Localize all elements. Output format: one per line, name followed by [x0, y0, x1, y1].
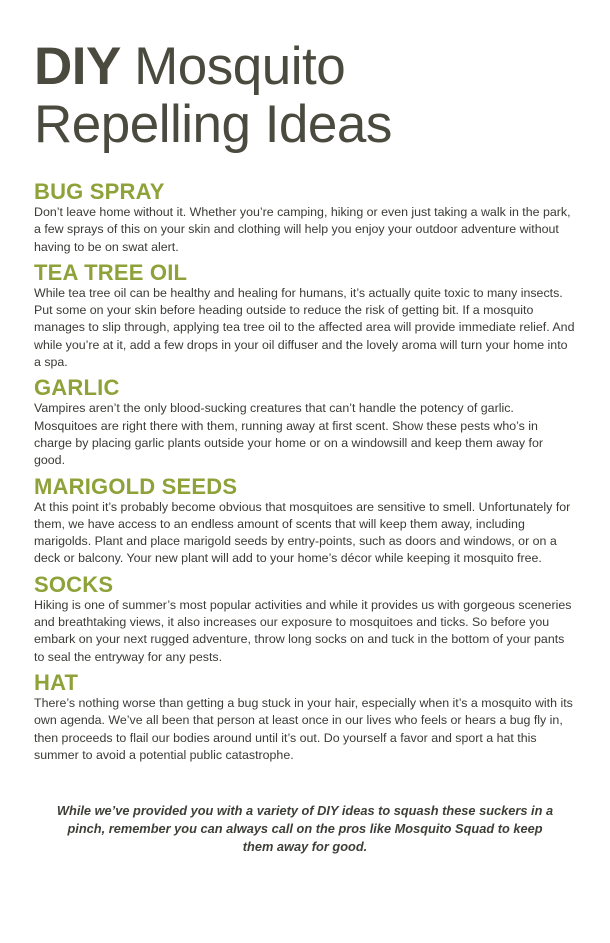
- section-body: Hiking is one of summer’s most popular activities and while it provides us with gorgeous sceneries and breathtaking views, it also increases our exposure to mosquitoes and ticks. So before you embark on your next rugged adventure, throw long socks on and tuck in the bottom of your pants to seal the entryway for any pests.: [34, 597, 572, 664]
- section-heading: HAT: [34, 669, 79, 695]
- section-heading: SOCKS: [34, 571, 114, 597]
- section-heading: MARIGOLD SEEDS: [34, 473, 238, 499]
- section-heading: TEA TREE OIL: [34, 259, 188, 285]
- section-heading: BUG SPRAY: [34, 179, 165, 204]
- section-body: Vampires aren’t the only blood-sucking creatures that can’t handle the potency of garlic. Mosquitoes are right there with them, running away at first scent. Show these pests who’s in charge by placing garlic plants outside your home or on a windowsill and keep them away for good.: [34, 401, 543, 468]
- section-tea-tree-oil: [34, 261, 576, 371]
- section-bug-spray: [34, 180, 576, 256]
- title-line2: Repelling Ideas: [34, 95, 392, 154]
- section-marigold-seeds: [34, 475, 576, 568]
- section-heading: GARLIC: [34, 375, 120, 401]
- section-garlic: [34, 376, 576, 469]
- section-hat: [34, 671, 576, 764]
- page-title: [34, 38, 576, 154]
- section-socks: [34, 573, 576, 666]
- section-body: Don’t leave home without it. Whether you’re camping, hiking or even just taking a walk in the park, a few sprays of this on your skin and clothing will help you enjoy your outdoor adventure without having to be on swat alert.: [34, 205, 571, 254]
- title-line1-rest: Mosquito: [134, 37, 346, 96]
- closing-note: While we’ve provided you with a variety of DIY ideas to squash these suckers in a pinch, remember you can always call on the pros like Mosquito Squad to keep them away for good.: [56, 803, 554, 855]
- title-bold-word: DIY: [34, 37, 120, 96]
- section-body: At this point it’s probably become obvious that mosquitoes are sensitive to smell. Unfortunately for them, we have access to an endless amount of scents that will keep them away, including marigolds. Plant and place marigold seeds by entry-points, such as doors and windows, or on a deck or balcony. Your new plant will add to your home’s décor while keeping it mosquito free.: [34, 499, 571, 566]
- section-body: While tea tree oil can be healthy and healing for humans, it’s actually quite toxic to many insects. Put some on your skin before heading outside to reduce the risk of getting bit. If a mosquito manages to slip through, applying tea tree oil to the affected area will provide immediate relief. And while you’re at it, add a few drops in your oil diffuser and the lovely aroma will turn your home into a spa.: [34, 285, 575, 370]
- section-body: There’s nothing worse than getting a bug stuck in your hair, especially when it’s a mosquito with its own agenda. We’ve all been that person at least once in our lives who feels or hears a bug fly in, then proceeds to flail our bodies around until it’s out. Do yourself a favor and sport a hat this summer to avoid a potential public catastrophe.: [34, 695, 573, 762]
